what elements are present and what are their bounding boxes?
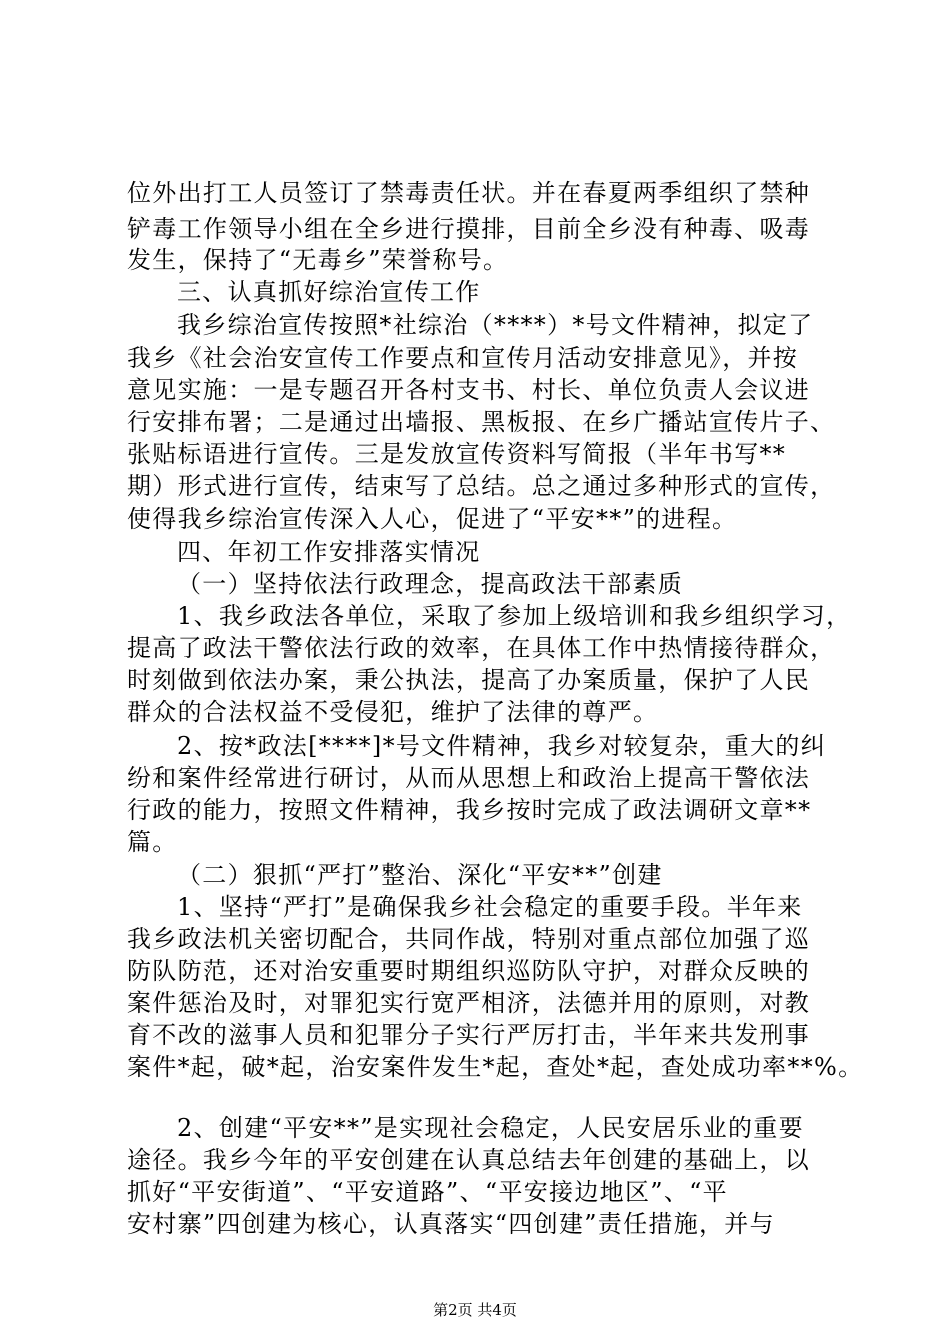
text-line-6: 我乡《社会治安宣传工作要点和宣传月活动安排意见》，并按 — [127, 344, 799, 372]
text-line-19: 纷和案件经常进行研讨，从而从思想上和政治上提高干警依法 — [127, 764, 811, 792]
subsection-heading-1: （一）坚持依法行政理念，提高政法干部素质 — [177, 570, 683, 598]
text-line-32: 安村寨”四创建为核心，认真落实“四创建”责任措施，并与 — [127, 1210, 775, 1238]
text-line-26: 案件惩治及时，对罪犯实行宽严相济，法德并用的原则，对教 — [127, 989, 811, 1017]
text-line-7: 意见实施：一是专题召开各村支书、村长、单位负责人会议进 — [127, 376, 811, 404]
text-line-25: 防队防范，还对治安重要时期组织巡防队守护，对群众反映的 — [127, 957, 811, 985]
text-line-29: 2、创建“平安**”是实现社会稳定，人民安居乐业的重要 — [177, 1114, 804, 1142]
text-line-31: 抓好“平安街道”、“平安道路”、“平安接边地区”、“平 — [127, 1178, 728, 1206]
text-line-1: 位外出打工人员签订了禁毒责任状。并在春夏两季组织了禁种 — [127, 179, 811, 207]
text-line-28: 案件*起，破*起，治安案件发生*起，查处*起，查处成功率**%。 — [127, 1053, 864, 1081]
text-line-21: 篇。 — [127, 828, 178, 856]
text-line-23: 1、坚持“严打”是确保我乡社会稳定的重要手段。半年来 — [177, 893, 803, 921]
text-line-3: 发生，保持了“无毒乡”荣誉称号。 — [127, 246, 509, 274]
text-line-14: 1、我乡政法各单位，采取了参加上级培训和我乡组织学习， — [177, 602, 852, 630]
text-line-16: 时刻做到依法办案，秉公执法，提高了办案质量，保护了人民 — [127, 666, 811, 694]
section-heading-4: 四、年初工作安排落实情况 — [177, 538, 481, 566]
text-line-15: 提高了政法干警依法行政的效率，在具体工作中热情接待群众， — [127, 634, 836, 662]
text-line-18: 2、按*政法[****]*号文件精神，我乡对较复杂，重大的纠 — [177, 732, 826, 760]
text-line-5: 我乡综治宣传按照*社综治（****）*号文件精神，拟定了 — [177, 311, 814, 339]
text-line-11: 使得我乡综治宣传深入人心，促进了“平安**”的进程。 — [127, 505, 738, 533]
subsection-heading-2: （二）狠抓“严打”整治、深化“平安**”创建 — [177, 861, 663, 889]
text-line-27: 育不改的滋事人员和犯罪分子实行严厉打击，半年来共发刑事 — [127, 1021, 811, 1049]
text-line-17: 群众的合法权益不受侵犯，维护了法律的尊严。 — [127, 698, 659, 726]
text-line-20: 行政的能力，按照文件精神，我乡按时完成了政法调研文章** — [127, 796, 812, 824]
page-number-footer: 第2页 共4页 — [433, 1301, 517, 1319]
text-line-8: 行安排布署；二是通过出墙报、黑板报、在乡广播站宣传片子、 — [127, 408, 836, 436]
text-line-9: 张贴标语进行宣传。三是发放宣传资料写简报（半年书写** — [127, 440, 787, 468]
section-heading-3: 三、认真抓好综治宣传工作 — [177, 278, 481, 306]
text-line-30: 途径。我乡今年的平安创建在认真总结去年创建的基础上，以 — [127, 1146, 811, 1174]
text-line-2: 铲毒工作领导小组在全乡进行摸排，目前全乡没有种毒、吸毒 — [127, 215, 811, 243]
text-line-24: 我乡政法机关密切配合，共同作战，特别对重点部位加强了巡 — [127, 925, 811, 953]
text-line-10: 期）形式进行宣传，结束写了总结。总之通过多种形式的宣传， — [127, 472, 836, 500]
